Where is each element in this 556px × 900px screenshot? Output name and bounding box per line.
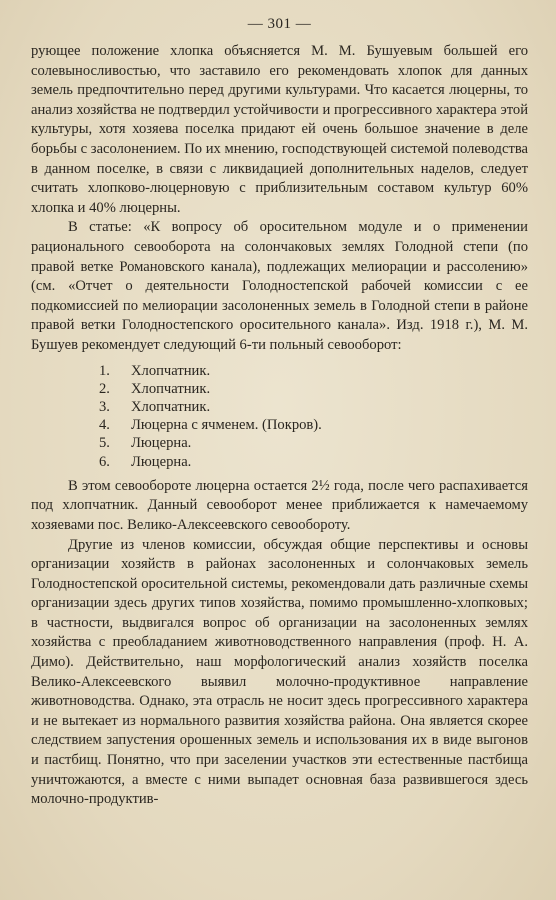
list-item	[99, 398, 528, 416]
paragraph-1: рующее положение хлопка объясняется М. М. Бушуевым большей его солевыносливостью, что заставило его рекомендовать хлопок для данных земель предпочтительно перед другими культурами. Что касается люцерны, то анализ хозяйства не подтвердил устойчивости и прогрессивного характера этой культуры, хотя хозяева поселка придают ей очень большое значение в деле борьбы с засолонением. По их мнению, господствующей системой полеводства в данном поселке, в связи с ликвидацией дополнительных наделов, следует считать хлопково-люцерновую с приблизительным составом культур 60% хлопка и 40% люцерны.	[31, 43, 528, 216]
list-item-number: 4.	[99, 417, 110, 434]
list-item	[99, 453, 528, 471]
page-number: — 301 —	[247, 16, 312, 32]
list-item-crop: Люцерна.	[131, 435, 192, 452]
list-item	[99, 380, 528, 398]
list-item	[99, 416, 528, 434]
list-item-number: 2.	[99, 380, 110, 397]
paragraph-2: В статье: «К вопросу об оросительном модуле и о применении рационального севооборота на солончаковых землях Голодной степи (по правой ветке Романовского канала), подлежащих мелиорации и рассолению» (см. «Отчет о деятельности Голодностепской рабочей комиссии с ее подкомиссией по мелиорации засолоненных земель в Голодной степи в районе правой ветки Голодностепского оросительного канала». Изд. 1918 г.), М. М. Бушуев рекомендует следующий 6-ти польный севооборот:	[31, 219, 528, 353]
list-item-crop: Люцерна.	[131, 453, 192, 470]
list-item-number: 1.	[99, 362, 110, 379]
list-item-crop: Хлопчатник.	[131, 398, 211, 415]
list-item-number: 3.	[99, 398, 110, 415]
list-item-number: 6.	[99, 453, 110, 470]
list-item-number: 5.	[99, 435, 110, 452]
page-text	[31, 42, 528, 810]
list-item	[99, 362, 528, 380]
paragraph-4: Другие из членов комиссии, обсуждая общие перспективы и основы организации хозяйств в районах засолоненных и солончаковых земель Голодностепской оросительной системы, рекомендовали дать различные схемы организации здесь других типов хозяйства, помимо промышленно-хлопковых; в частности, выдвигался вопрос об организации на засолоненных землях хозяйства с преобладанием животноводственного направления (проф. Н. А. Димо). Действительно, наш морфологический анализ хозяйств поселка Велико-Алексеевского выявил молочно-продуктивное направление животноводства. Однако, эта отрасль не носит здесь прогрессивного характера и не вытекает из нормального развития хозяйства района. Она является скорее следствием запустения орошенных земель и использования их в виде выгонов и пастбищ. Понятно, что при заселении участков эти естественные пастбища уничтожаются, а вместе с ними выпадет основная база развившегося здесь молочно-продуктив-	[31, 536, 528, 808]
list-item-crop: Хлопчатник.	[131, 380, 211, 397]
paragraph-3: В этом севообороте люцерна остается 2½ года, после чего распахивается под хлопчатник. Данный севооборот менее приближается к намечаемому хозяевами пос. Велико-Алексеевского севообороту.	[31, 477, 528, 533]
list-item-crop: Люцерна с ячменем. (Покров).	[131, 417, 322, 434]
crop-rotation-list	[31, 362, 528, 471]
list-item	[99, 434, 528, 452]
list-item-crop: Хлопчатник.	[131, 362, 211, 379]
